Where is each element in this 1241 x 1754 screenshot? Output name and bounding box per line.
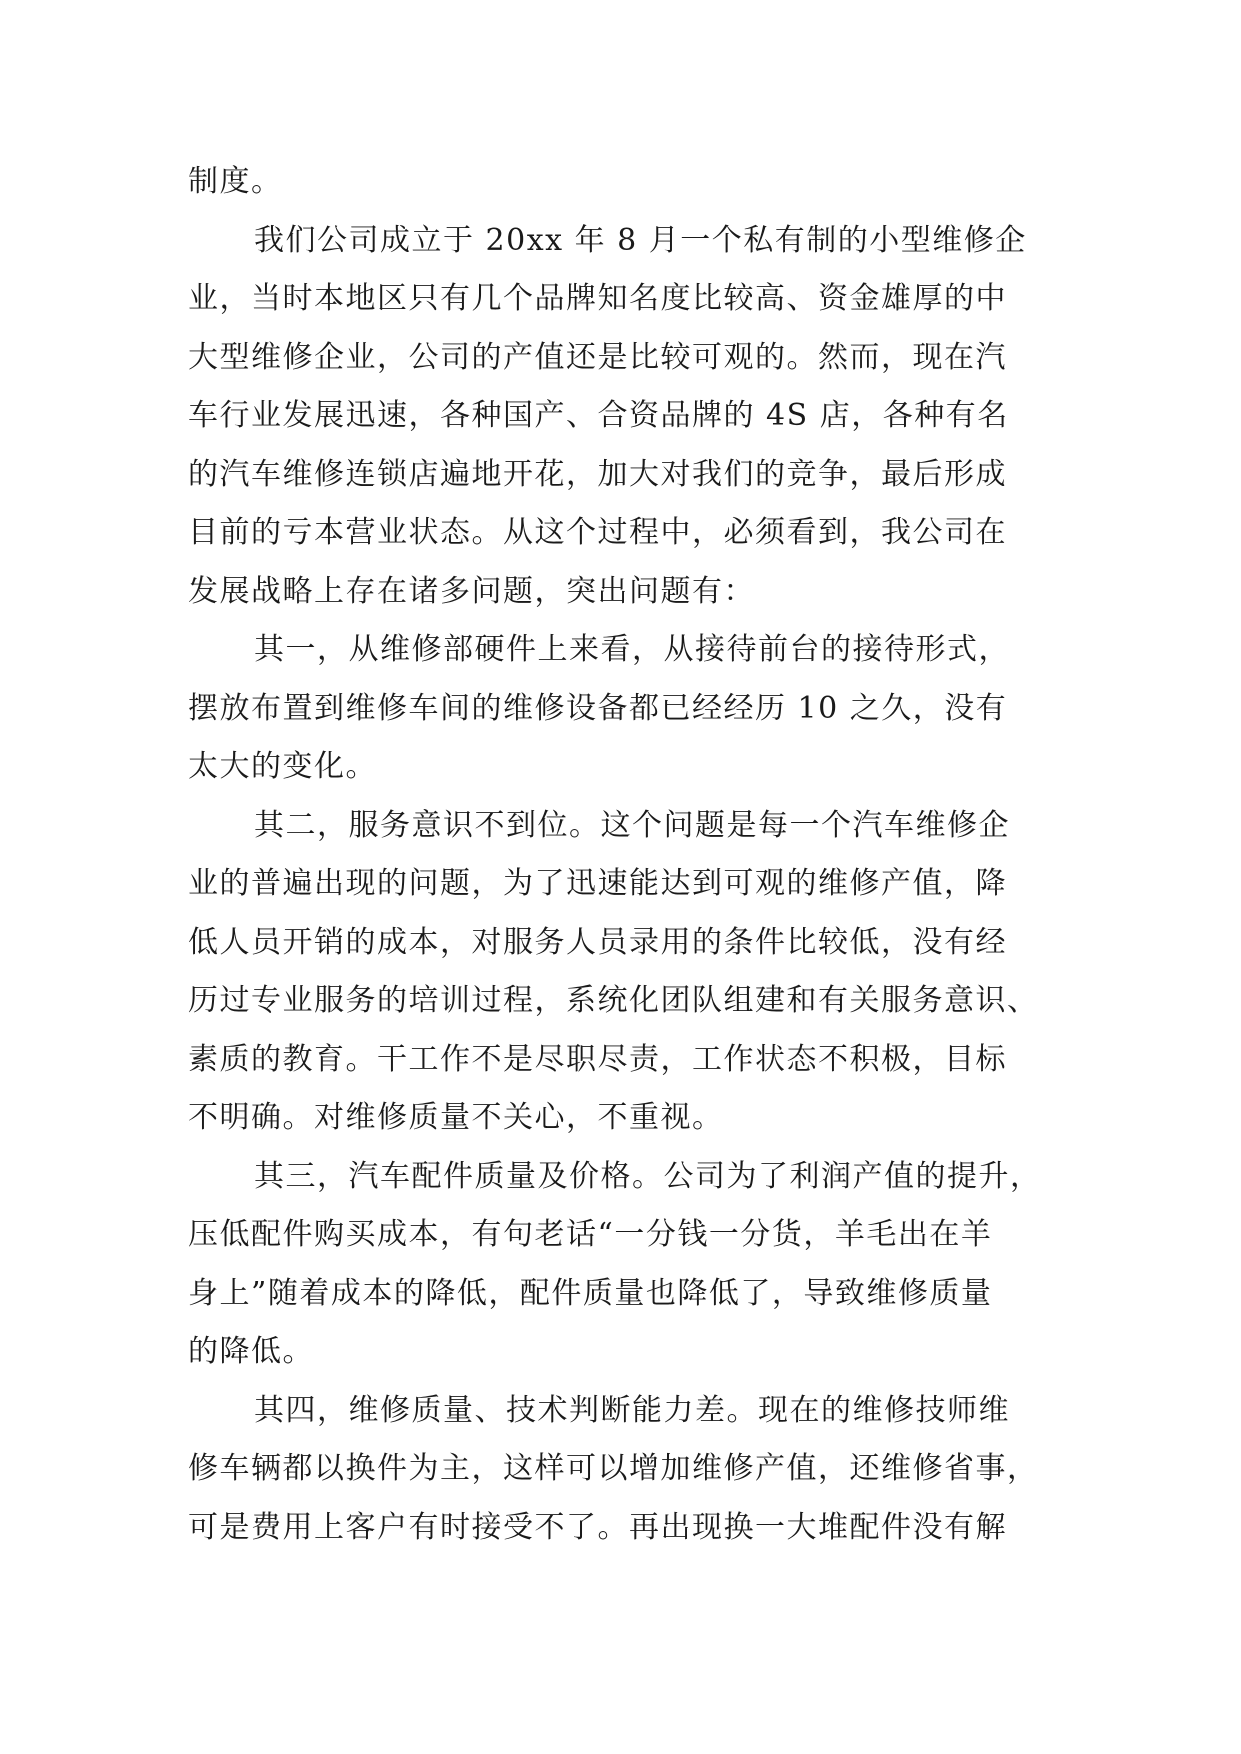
- text-line: 历过专业服务的培训过程，系统化团队组建和有关服务意识、: [188, 983, 1039, 1018]
- text-line: 其四，维修质量、技术判断能力差。现在的维修技师维: [254, 1392, 1010, 1428]
- text-line: 低人员开销的成本，对服务人员录用的条件比较低，没有经: [188, 924, 1007, 960]
- text-line: 车行业发展迅速，各种国产、合资品牌的 4S 店，各种有名: [188, 398, 1009, 433]
- text-line: 太大的变化。: [188, 749, 377, 784]
- text-line: 制度。: [188, 164, 283, 199]
- text-line: 业的普遍出现的问题，为了迅速能达到可观的维修产值，降: [188, 866, 1007, 901]
- text-line: 发展战略上存在诸多问题，突出问题有：: [188, 573, 755, 609]
- text-line: 压低配件购买成本，有句老话“一分钱一分货，羊毛出在羊: [188, 1217, 993, 1252]
- text-line: 业，当时本地区只有几个品牌知名度比较高、资金雄厚的中: [188, 281, 1007, 316]
- text-line: 其三，汽车配件质量及价格。公司为了利润产值的提升，: [254, 1158, 1042, 1194]
- text-line: 其一，从维修部硬件上来看，从接待前台的接待形式，: [254, 632, 1010, 667]
- text-line: 目前的亏本营业状态。从这个过程中，必须看到，我公司在: [188, 515, 1007, 550]
- text-line: 修车辆都以换件为主，这样可以增加维修产值，还维修省事，: [188, 1451, 1039, 1486]
- text-line: 素质的教育。干工作不是尽职尽责，工作状态不积极，目标: [188, 1041, 1007, 1077]
- text-line: 大型维修企业，公司的产值还是比较可观的。然而，现在汽: [188, 339, 1007, 375]
- text-line: 的汽车维修连锁店遍地开花，加大对我们的竞争，最后形成: [188, 456, 1007, 492]
- text-line: 身上”随着成本的降低，配件质量也降低了，导致维修质量: [188, 1275, 993, 1311]
- body-text: [188, 153, 1066, 1557]
- text-line: 不明确。对维修质量不关心，不重视。: [188, 1100, 724, 1135]
- text-line: 可是费用上客户有时接受不了。再出现换一大堆配件没有解: [188, 1509, 1007, 1545]
- text-line: 摆放布置到维修车间的维修设备都已经经历 10 之久，没有: [188, 690, 1008, 726]
- text-line: 我们公司成立于 20xx 年 8 月一个私有制的小型维修企: [254, 222, 1027, 258]
- text-line: 其二，服务意识不到位。这个问题是每一个汽车维修企: [254, 807, 1010, 843]
- text-line: 的降低。: [188, 1334, 314, 1369]
